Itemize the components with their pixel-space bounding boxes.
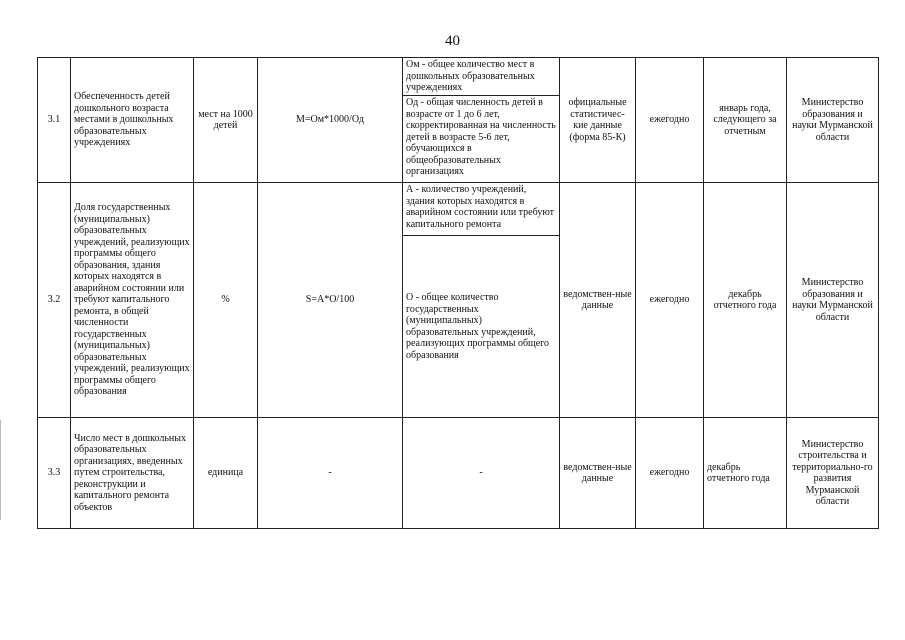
indicator-name: Обеспеченность детей дошкольного возраста местами в дошкольных образовательных учреждениях bbox=[71, 58, 194, 183]
unit-cell: мест на 1000 детей bbox=[194, 58, 258, 183]
row-number: 3.3 bbox=[38, 418, 71, 529]
formula-cell: М=Ом*1000/Од bbox=[258, 58, 403, 183]
indicators-table bbox=[37, 57, 879, 529]
indicator-name: Доля государственных (муниципальных) образовательных учреждений, реализующих программы общего образования, здания которых находятся в аварийном состоянии или требуют капитального ремонта, в общей численности государственных (муниципальных) образовательных учреждений, реализующих программы общего образования bbox=[71, 183, 194, 418]
frequency-cell: ежегодно bbox=[636, 183, 704, 418]
responsible-cell: Министерство строительства и территориально-го развития Мурманской области bbox=[787, 418, 879, 529]
variable-cell: А - количество учреждений, здания которых находятся в аварийном состоянии или требуют капитального ремонта bbox=[403, 183, 560, 236]
table-row bbox=[38, 183, 879, 236]
margin-line bbox=[0, 420, 4, 520]
formula-cell: S=A*O/100 bbox=[258, 183, 403, 418]
deadline-cell: январь года, следующего за отчетным bbox=[704, 58, 787, 183]
variable-cell: Ом - общее количество мест в дошкольных образовательных учреждениях bbox=[403, 58, 560, 96]
row-number: 3.2 bbox=[38, 183, 71, 418]
deadline-cell: декабрь отчетного года bbox=[704, 183, 787, 418]
indicator-name: Число мест в дошкольных образовательных организациях, введенных путем строительства, реконструкции и капитального ремонта объектов bbox=[71, 418, 194, 529]
source-cell: официальные статистичес-кие данные (форма 85-К) bbox=[560, 58, 636, 183]
responsible-cell: Министерство образования и науки Мурманской области bbox=[787, 183, 879, 418]
variable-cell: Од - общая численность детей в возрасте от 1 до 6 лет, скорректированная на численность детей в возрасте 5-6 лет, обучающихся в общеобразовательных организациях bbox=[403, 96, 560, 183]
unit-cell: единица bbox=[194, 418, 258, 529]
table-row bbox=[38, 418, 879, 529]
variable-cell: О - общее количество государственных (муниципальных) образовательных учреждений, реализующих программы общего образования bbox=[403, 236, 560, 418]
responsible-cell: Министерство образования и науки Мурманской области bbox=[787, 58, 879, 183]
page-number: 40 bbox=[445, 33, 460, 49]
formula-cell: - bbox=[258, 418, 403, 529]
frequency-cell: ежегодно bbox=[636, 58, 704, 183]
variable-cell: - bbox=[403, 418, 560, 529]
table-row bbox=[38, 58, 879, 96]
frequency-cell: ежегодно bbox=[636, 418, 704, 529]
source-cell: ведомствен-ные данные bbox=[560, 183, 636, 418]
source-cell: ведомствен-ные данные bbox=[560, 418, 636, 529]
deadline-cell: декабрь отчетного года bbox=[704, 418, 787, 529]
row-number: 3.1 bbox=[38, 58, 71, 183]
unit-cell: % bbox=[194, 183, 258, 418]
